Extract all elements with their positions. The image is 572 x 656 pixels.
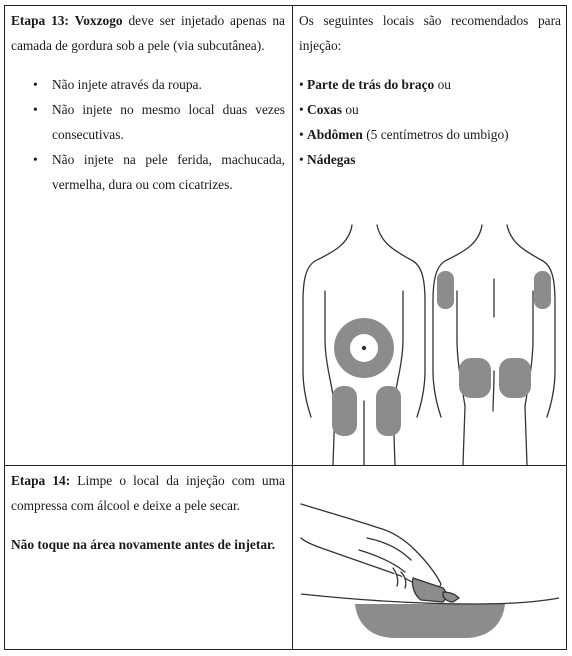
step14-warning: Não toque na área novamente antes de injetar.: [11, 537, 276, 552]
buttock-zone: [459, 358, 491, 398]
step13-bullets: [11, 72, 285, 197]
sites-intro: Os seguintes locais são recomendados para injeção:: [299, 13, 561, 53]
step14-label: Etapa 14:: [11, 473, 71, 488]
column-divider: [292, 6, 293, 649]
back-arm-zone: [534, 271, 551, 309]
list-item: • Parte de trás do braço ou: [299, 72, 561, 97]
list-item: • Nádegas: [299, 147, 561, 172]
step14-cell: [11, 468, 285, 557]
sites-cell: [299, 8, 561, 172]
thigh-zone: [332, 386, 357, 436]
list-item: • Abdômen (5 centímetros do umbigo): [299, 122, 561, 147]
injection-sites-illustration: [297, 221, 563, 465]
list-item: • Não injete através da roupa.: [11, 72, 285, 97]
thigh-zone: [376, 386, 401, 436]
step13-label: Etapa 13:: [11, 13, 69, 28]
list-item: • Coxas ou: [299, 97, 561, 122]
alcohol-swab-illustration: [297, 476, 563, 646]
list-item: • Não injete na pele ferida, machucada, vermelha, dura ou com cicatrizes.: [11, 147, 285, 197]
back-arm-zone: [437, 271, 454, 309]
instruction-table: [4, 5, 567, 650]
product-name: Voxzogo: [74, 13, 123, 28]
step14-text: Etapa 14: Limpe o local da injeção com uma compressa com álcool e deixe a pele secar.: [11, 473, 285, 513]
step13-text: deve ser injetado apenas na camada de gordura sob a pele (via subcutânea).: [11, 13, 285, 53]
step13-intro: [11, 8, 285, 58]
row-divider: [5, 465, 566, 466]
step13-cell: [11, 8, 285, 197]
buttock-zone: [499, 358, 531, 398]
list-item: • Não injete no mesmo local duas vezes consecutivas.: [11, 97, 285, 147]
skin-area: [355, 604, 505, 638]
sites-list: [299, 72, 561, 172]
